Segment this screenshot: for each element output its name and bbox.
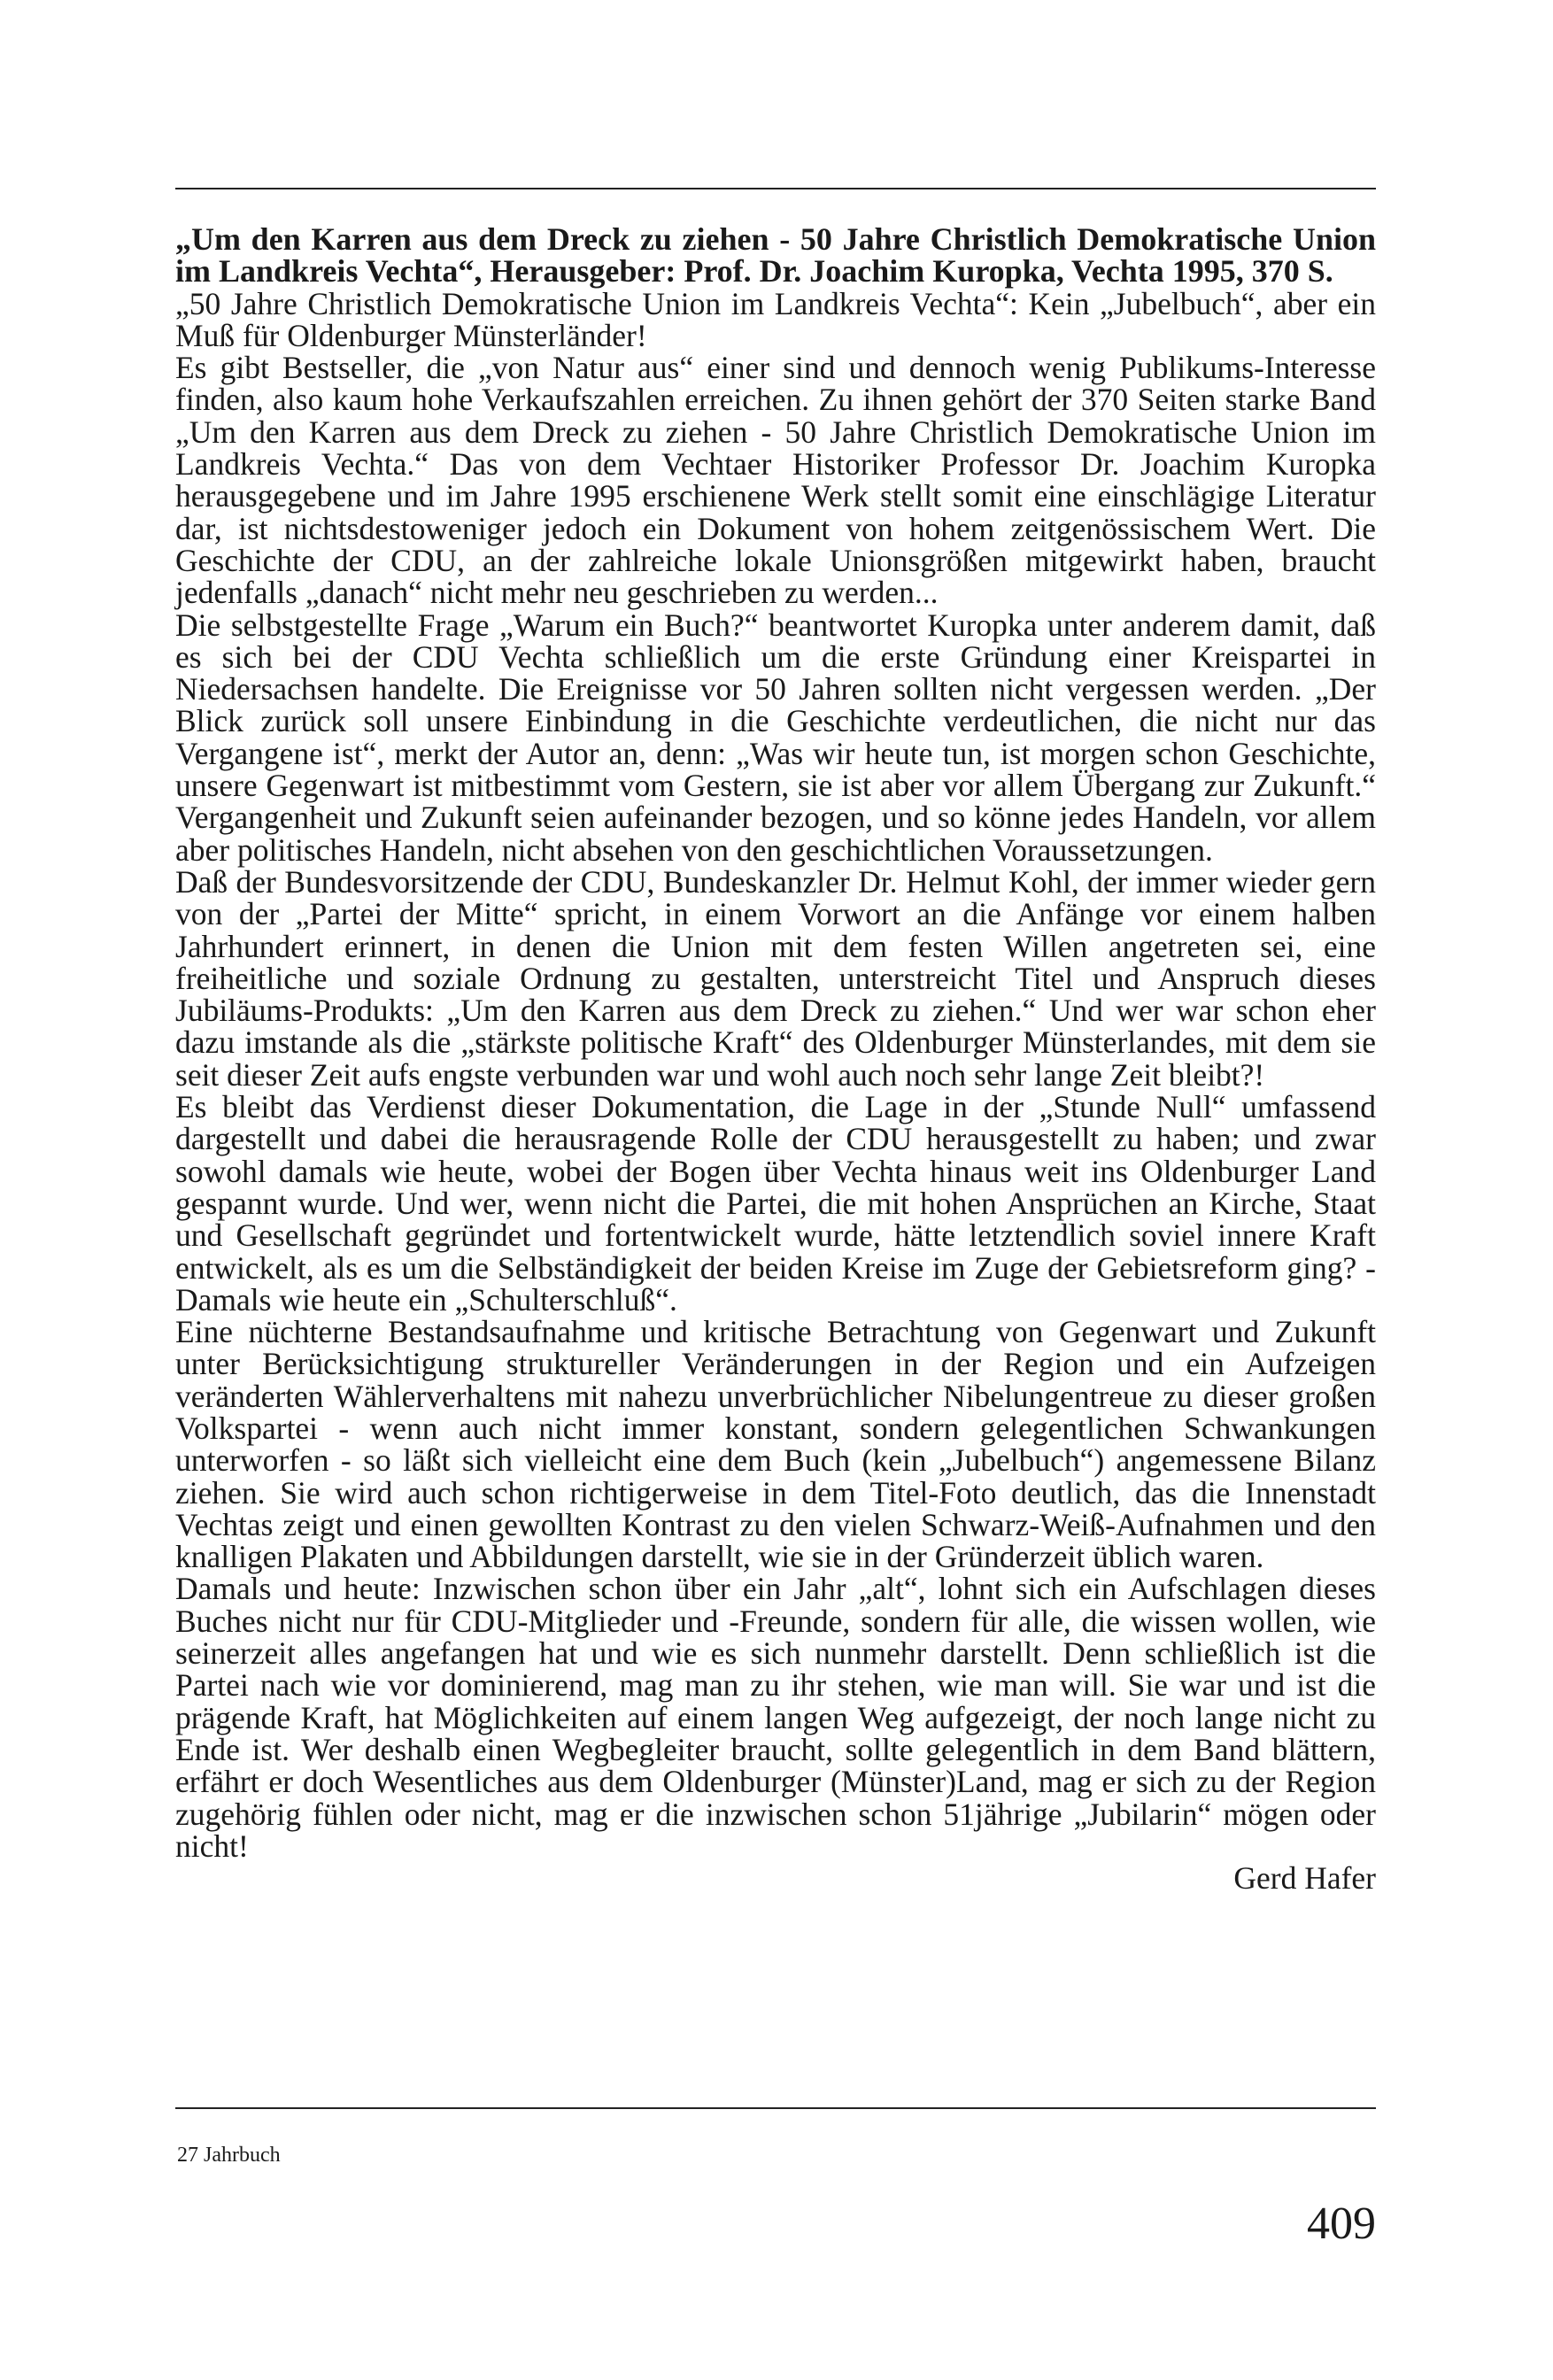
author-signature: Gerd Hafer [1233, 1860, 1376, 1897]
paragraph-6: Eine nüchterne Bestandsaufnahme und kritische Betrachtung von Gegenwart und Zukunft unter Berücksichtigung struktureller Veränderungen in der Region und ein Aufzeigen veränderten Wählerverhaltens mit nahezu unverbrüchlicher Nibelungentreue zu dieser großen Volkspartei - wenn auch nicht immer konstant, sondern gelegentlichen Schwankungen unterworfen - so läßt sich vielleicht eine dem Buch (kein „Jubelbuch“) angemessene Bilanz ziehen. Sie wird auch schon richtigerweise in dem Titel-Foto deutlich, das die Innenstadt Vechtas zeigt und einen gewollten Kontrast zu den vielen Schwarz-Weiß-Aufnahmen und den knalligen Plakaten und Abbildungen darstellt, wie sie in der Gründerzeit üblich waren. [175, 1314, 1376, 1575]
review-article [175, 221, 1376, 1897]
paragraph-5: Es bleibt das Verdienst dieser Dokumentation, die Lage in der „Stunde Null“ umfassend dargestellt und dabei die herausragende Rolle der CDU herausgestellt zu haben; und zwar sowohl damals wie heute, wobei der Bogen über Vechta hinaus weit ins Oldenburger Land gespannt wurde. Und wer, wenn nicht die Partei, die mit hohen Ansprüchen an Kirche, Staat und Gesellschaft gegründet und fortentwickelt wurde, hätte letztendlich soviel innere Kraft entwickelt, als es um die Selbständigkeit der beiden Kreise im Zuge der Gebietsreform ging? - Damals wie heute ein „Schulterschluß“. [175, 1089, 1376, 1318]
paragraph-1: „50 Jahre Christlich Demokratische Union im Landkreis Vechta“: Kein „Jubelbuch“, aber ein Muß für Oldenburger Münsterländer! [175, 285, 1376, 353]
paragraph-2: Es gibt Bestseller, die „von Natur aus“ einer sind und dennoch wenig Publikums-Interesse finden, also kaum hohe Verkaufszahlen erreichen. Zu ihnen gehört der 370 Seiten starke Band „Um den Karren aus dem Dreck zu ziehen - 50 Jahre Christlich Demokratische Union im Landkreis Vechta.“ Das von dem Vechtaer Historiker Professor Dr. Joachim Kuropka herausgegebene und im Jahre 1995 erschienene Werk stellt somit eine einschlägige Literatur dar, ist nichtsdestoweniger jedoch ein Dokument von hohem zeitgenössischem Wert. Die Geschichte der CDU, an der zahlreiche lokale Unionsgrößen mitgewirkt haben, braucht jedenfalls „danach“ nicht mehr neu geschrieben zu werden... [175, 350, 1376, 611]
page-number: 409 [1307, 2198, 1376, 2249]
review-heading: „Um den Karren aus dem Dreck zu ziehen - 50 Jahre Christlich Demokratische Union im Landkreis Vechta“, Herausgeber: Prof. Dr. Joachim Kuropka, Vechta 1995, 370 S. [175, 221, 1376, 290]
paragraph-4: Daß der Bundesvorsitzende der CDU, Bundeskanzler Dr. Helmut Kohl, der immer wieder gern von der „Partei der Mitte“ spricht, in einem Vorwort an die Anfänge vor einem halben Jahrhundert erinnert, in denen die Union mit dem festen Willen angetreten sei, eine freiheitliche und soziale Ordnung zu gestalten, unterstreicht Titel und Anspruch dieses Jubiläums-Produkts: „Um den Karren aus dem Dreck zu ziehen.“ Und wer war schon eher dazu imstande als die „stärkste politische Kraft“ des Oldenburger Münsterlandes, mit dem sie seit dieser Zeit aufs engste verbunden war und wohl auch noch sehr lange Zeit bleibt?! [175, 863, 1376, 1093]
paragraph-7: Damals und heute: Inzwischen schon über ein Jahr „alt“, lohnt sich ein Aufschlagen dieses Buches nicht nur für CDU-Mitglieder und -Freunde, sondern für alle, die wissen wollen, wie seinerzeit alles angefangen hat und wie es sich nunmehr darstellt. Denn schließlich ist die Partei nach wie vor dominierend, mag man zu ihr stehen, wie man will. Sie war und ist die prägende Kraft, hat Möglichkeiten auf einem langen Weg aufgezeigt, der noch lange nicht zu Ende ist. Wer deshalb einen Wegbegleiter braucht, sollte gelegentlich in dem Band blättern, erfährt er doch Wesentliches aus dem Oldenburger (Münster)Land, mag er sich zu der Region zugehörig fühlen oder nicht, mag er die inzwischen schon 51jährige „Jubilarin“ mögen oder nicht! [175, 1571, 1376, 1864]
bottom-rule [175, 2107, 1376, 2109]
paragraph-3: Die selbstgestellte Frage „Warum ein Buch?“ beantwortet Kuropka unter anderem damit, daß es sich bei der CDU Vechta schließlich um die erste Gründung einer Kreispartei in Niedersachsen handelte. Die Ereignisse vor 50 Jahren sollten nicht vergessen werden. „Der Blick zurück soll unsere Einbindung in die Geschichte verdeutlichen, die nicht nur das Vergangene ist“, merkt der Autor an, denn: „Was wir heute tun, ist morgen schon Geschichte, unsere Gegenwart ist mitbestimmt vom Gestern, sie ist aber vor allem Übergang zur Zukunft.“ Vergangenheit und Zukunft seien aufeinander bezogen, und so könne jedes Handeln, vor allem aber politisches Handeln, nicht absehen von den geschichtlichen Voraussetzungen. [175, 607, 1376, 868]
top-rule [175, 188, 1376, 189]
footer-yearbook-label: 27 Jahrbuch [177, 2144, 281, 2167]
